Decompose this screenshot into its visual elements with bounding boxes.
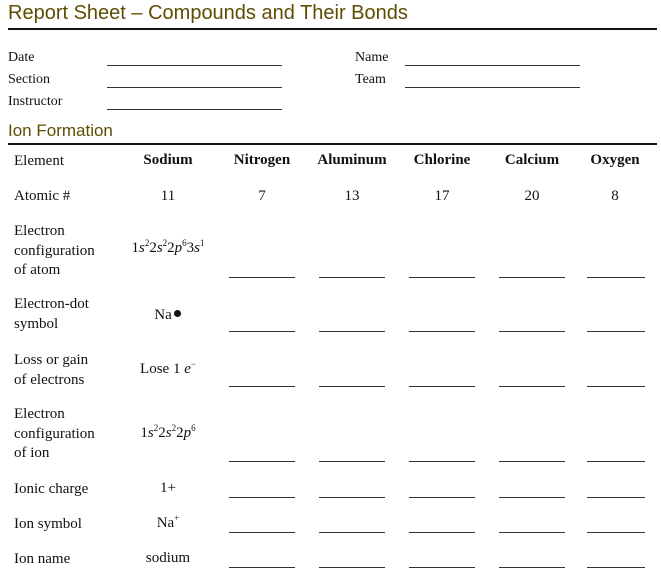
col-sodium: Sodium (143, 152, 193, 168)
loss-gain-aluminum-blank[interactable] (319, 386, 385, 387)
name-label: Name (355, 50, 389, 65)
ion-name-aluminum-blank[interactable] (319, 567, 385, 568)
section-field[interactable] (107, 87, 282, 88)
loss-gain-nitrogen-blank[interactable] (229, 386, 295, 387)
config-ion-label: Electron configuration of ion (14, 406, 95, 461)
atomic-number-calcium: 20 (524, 188, 540, 204)
config-ion-chlorine-blank[interactable] (409, 461, 475, 462)
ionic-charge-sodium: 1+ (160, 480, 176, 496)
instructor-field[interactable] (107, 109, 282, 110)
ion-symbol-nitrogen-blank[interactable] (229, 532, 295, 533)
atomic-number-chlorine: 17 (434, 188, 450, 204)
ion-name-sodium: sodium (145, 550, 191, 566)
ion-symbol-oxygen-blank[interactable] (587, 532, 645, 533)
date-field[interactable] (107, 65, 282, 66)
col-nitrogen: Nitrogen (233, 152, 291, 168)
atomic-number-aluminum: 13 (344, 188, 360, 204)
col-calcium: Calcium (504, 152, 560, 168)
loss-gain-calcium-blank[interactable] (499, 386, 565, 387)
ionic-charge-calcium-blank[interactable] (499, 497, 565, 498)
atomic-number-sodium: 11 (160, 188, 176, 204)
loss-gain-oxygen-blank[interactable] (587, 386, 645, 387)
name-field[interactable] (405, 65, 580, 66)
loss-gain-label: Loss or gain of electrons (14, 352, 89, 388)
electron-dot-icon (173, 309, 182, 318)
element-header: Element (14, 153, 64, 169)
config-ion-oxygen-blank[interactable] (587, 461, 645, 462)
col-aluminum: Aluminum (317, 152, 387, 168)
config-atom-nitrogen-blank[interactable] (229, 277, 295, 278)
ion-symbol-label: Ion symbol (14, 516, 82, 532)
team-label: Team (355, 72, 386, 87)
dot-symbol-aluminum-blank[interactable] (319, 331, 385, 332)
config-atom-calcium-blank[interactable] (499, 277, 565, 278)
dot-symbol-nitrogen-blank[interactable] (229, 331, 295, 332)
config-ion-sodium: $1s^22s^22p^6$ (140, 423, 196, 441)
page-title: Report Sheet – Compounds and Their Bonds (8, 2, 408, 24)
instructor-label: Instructor (8, 94, 63, 109)
ion-name-label: Ion name (14, 551, 71, 567)
dot-symbol-sodium: Na (113, 307, 223, 324)
ionic-charge-nitrogen-blank[interactable] (229, 497, 295, 498)
config-atom-chlorine-blank[interactable] (409, 277, 475, 278)
config-atom-aluminum-blank[interactable] (319, 277, 385, 278)
ion-name-nitrogen-blank[interactable] (229, 567, 295, 568)
title-divider (8, 28, 657, 30)
ionic-charge-aluminum-blank[interactable] (319, 497, 385, 498)
col-chlorine: Chlorine (413, 152, 471, 168)
dot-symbol-chlorine-blank[interactable] (409, 331, 475, 332)
team-field[interactable] (405, 87, 580, 88)
dot-symbol-calcium-blank[interactable] (499, 331, 565, 332)
loss-gain-sodium: Lose 1 e− (140, 359, 196, 377)
ion-name-chlorine-blank[interactable] (409, 567, 475, 568)
section-divider (8, 143, 657, 145)
config-ion-nitrogen-blank[interactable] (229, 461, 295, 462)
ion-name-calcium-blank[interactable] (499, 567, 565, 568)
config-atom-label: Electron configuration of atom (14, 223, 95, 278)
section-label: Section (8, 72, 50, 87)
config-ion-aluminum-blank[interactable] (319, 461, 385, 462)
ionic-charge-chlorine-blank[interactable] (409, 497, 475, 498)
loss-gain-chlorine-blank[interactable] (409, 386, 475, 387)
dot-symbol-label: Electron-dot symbol (14, 296, 89, 332)
atomic-number-label: Atomic # (14, 188, 71, 204)
ion-name-oxygen-blank[interactable] (587, 567, 645, 568)
date-label: Date (8, 50, 35, 65)
dot-symbol-oxygen-blank[interactable] (587, 331, 645, 332)
ion-symbol-sodium: Na+ (156, 513, 180, 531)
ionic-charge-label: Ionic charge (14, 481, 89, 497)
config-ion-calcium-blank[interactable] (499, 461, 565, 462)
atomic-number-oxygen: 8 (611, 188, 619, 204)
section-title: Ion Formation (8, 121, 113, 140)
ionic-charge-oxygen-blank[interactable] (587, 497, 645, 498)
atomic-number-nitrogen: 7 (258, 188, 266, 204)
col-oxygen: Oxygen (590, 152, 640, 168)
config-atom-sodium: $1s^22s^22p^63s^1$ (131, 238, 205, 256)
config-atom-oxygen-blank[interactable] (587, 277, 645, 278)
ion-symbol-calcium-blank[interactable] (499, 532, 565, 533)
ion-symbol-chlorine-blank[interactable] (409, 532, 475, 533)
ion-symbol-aluminum-blank[interactable] (319, 532, 385, 533)
